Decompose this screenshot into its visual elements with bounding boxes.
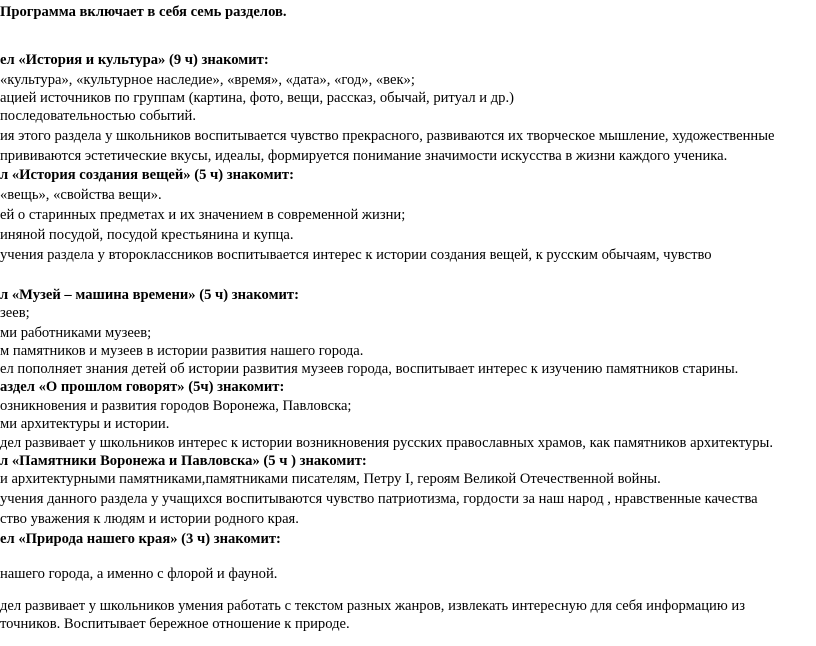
section-4-line-3: дел развивает у школьников интерес к истории возникновения русских православных храмов, как памятников архитектуры. xyxy=(0,435,773,451)
section-4-heading: аздел «О прошлом говорят» (5ч) знакомит: xyxy=(0,379,285,395)
section-3-heading: л «Музей – машина времени» (5 ч) знакомит: xyxy=(0,287,299,303)
section-2-line-3: иняной посудой, посудой крестьянина и купца. xyxy=(0,227,294,243)
section-3-line-1: зеев; xyxy=(0,305,30,321)
section-2-line-4: учения раздела у второклассников воспитывается интерес к истории создания вещей, к русским обычаям, чувство xyxy=(0,247,712,263)
section-1-line-2: ацией источников по группам (картина, фото, вещи, рассказ, обычай, ритуал и др.) xyxy=(0,90,514,106)
section-6-heading: ел «Природа нашего края» (3 ч) знакомит: xyxy=(0,531,281,547)
section-4-line-2: ми архитектуры и истории. xyxy=(0,416,170,432)
section-5-line-1: и архитектурными памятниками,памятниками писателям, Петру I, героям Великой Отечественной войны. xyxy=(0,471,661,487)
section-2-line-1: «вещь», «свойства вещи». xyxy=(0,187,162,203)
section-2-heading: л «История создания вещей» (5 ч) знакомит: xyxy=(0,167,294,183)
section-4-line-1: озникновения и развития городов Воронежа, Павловска; xyxy=(0,398,352,414)
section-1-line-5: прививаются эстетические вкусы, идеалы, формируется понимание значимости искусства в жизни каждого ученика. xyxy=(0,148,728,164)
section-5-line-2: учения данного раздела у учащихся воспитываются чувство патриотизма, гордости за наш народ , нравственные качества xyxy=(0,491,758,507)
section-1-line-1: «культура», «культурное наследие», «время», «дата», «год», «век»; xyxy=(0,72,415,88)
section-5-line-3: ство уважения к людям и истории родного края. xyxy=(0,511,299,527)
section-3-line-2: ми работниками музеев; xyxy=(0,325,152,341)
section-2-line-2: ей о старинных предметах и их значением в современной жизни; xyxy=(0,207,406,223)
section-1-heading: ел «История и культура» (9 ч) знакомит: xyxy=(0,52,269,68)
section-3-line-4: ел пополняет знания детей об истории развития музеев города, воспитывает интерес к изучению памятников старины. xyxy=(0,361,739,377)
section-5-heading: л «Памятники Воронежа и Павловска» (5 ч ) знакомит: xyxy=(0,453,367,469)
section-1-line-3: последовательностью событий. xyxy=(0,108,197,124)
section-6-line-3: точников. Воспитывает бережное отношение к природе. xyxy=(0,616,350,632)
section-3-line-3: м памятников и музеев в истории развития нашего города. xyxy=(0,343,364,359)
section-6-line-1: нашего города, а именно с флорой и фауной. xyxy=(0,566,278,582)
section-6-line-2: дел развивает у школьников умения работать с текстом разных жанров, извлекать интересную для себя информацию из xyxy=(0,598,745,614)
intro-heading: Программа включает в себя семь разделов. xyxy=(0,4,287,20)
section-1-line-4: ия этого раздела у школьников воспитывается чувство прекрасного, развиваются их творческое мышление, художественные xyxy=(0,128,775,144)
